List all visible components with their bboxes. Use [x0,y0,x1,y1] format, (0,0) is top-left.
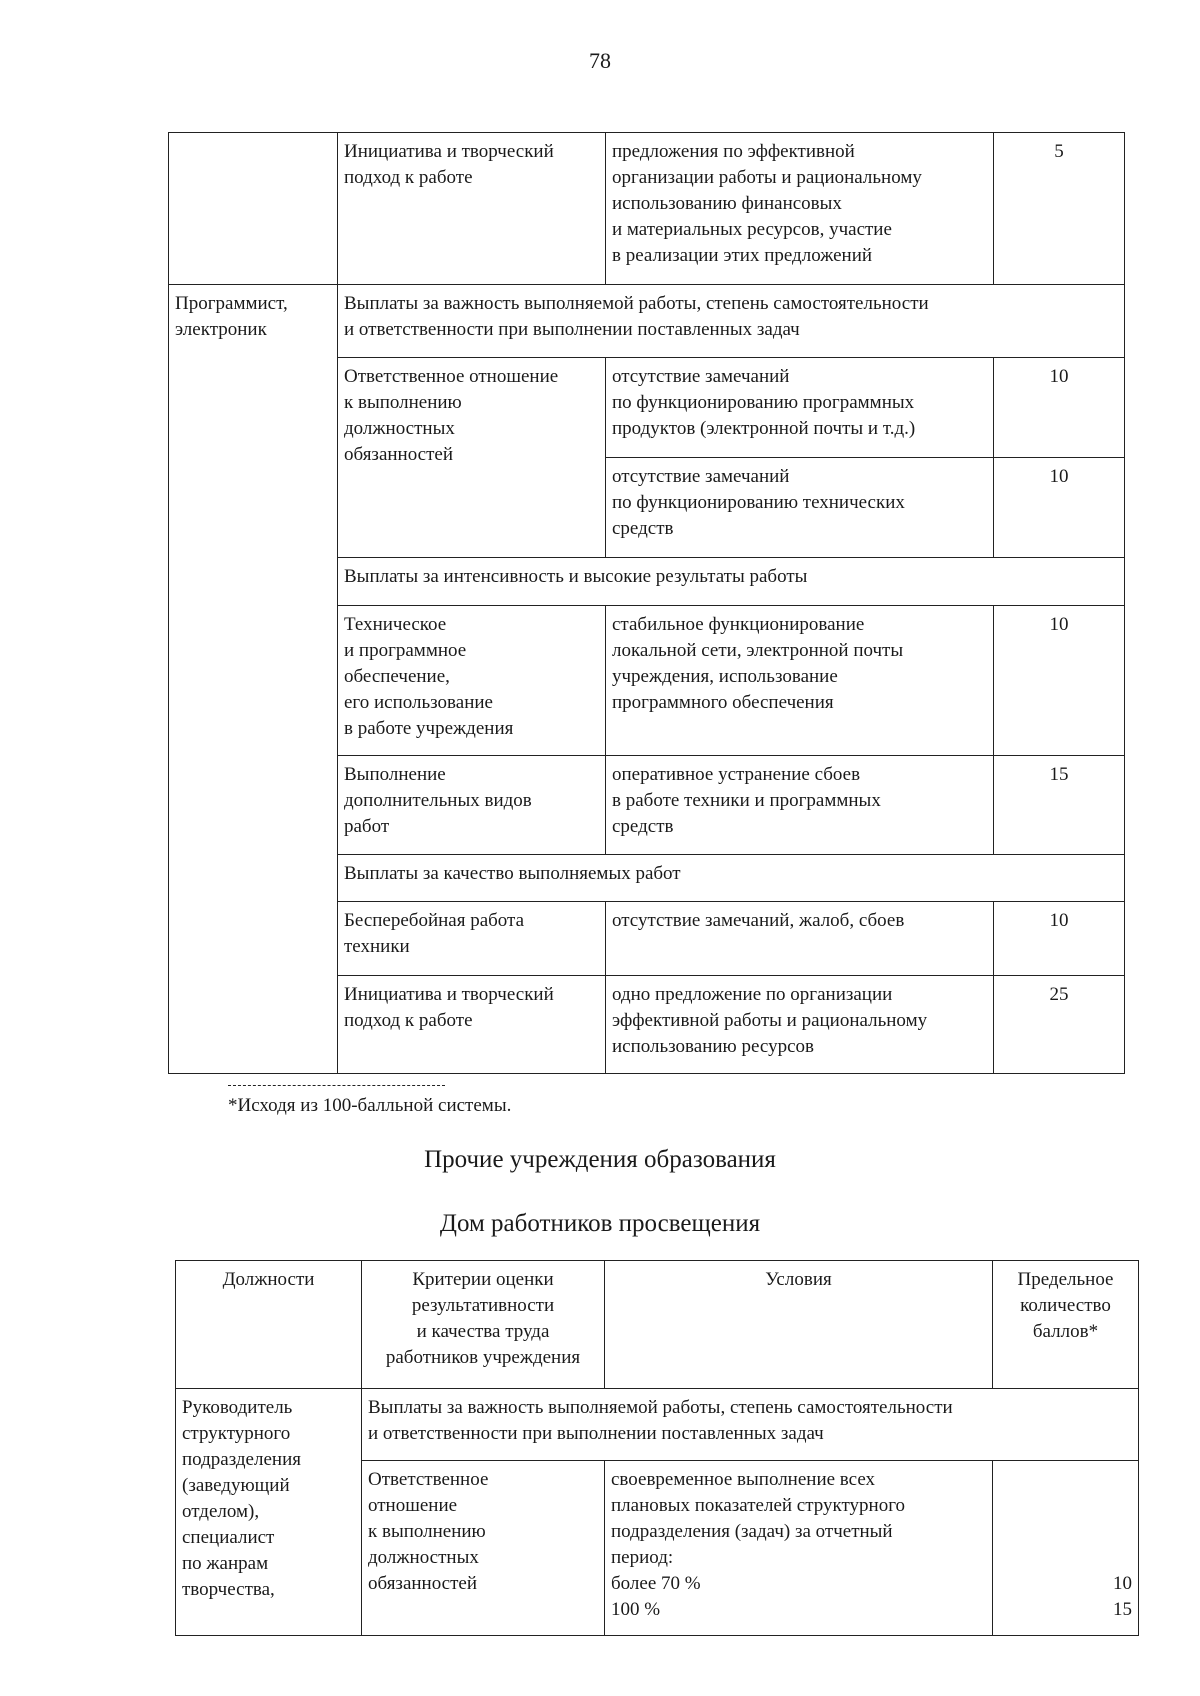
condition-option: 100 % [611,1599,661,1620]
condition-cell: предложения по эффективной организации работы и рациональному использованию финансовых и материальных ресурсов, участие в реализации этих предложений [606,133,994,285]
criterion-cell: Ответственное отношение к выполнению должностных обязанностей [362,1461,605,1636]
condition-cell: одно предложение по организации эффективной работы и рациональному использованию ресурсов [606,976,994,1074]
footnote-divider [228,1085,445,1086]
header-max-points: Предельное количество баллов* [993,1261,1139,1389]
section-heading: Выплаты за качество выполняемых работ [338,855,1125,902]
points-cell: 5 [994,133,1125,285]
points-cell [993,1461,1139,1636]
points-cell: 10 [994,458,1125,558]
section-title: Прочие учреждения образования [424,1146,776,1173]
table-row [169,133,1125,285]
condition-cell: стабильное функционирование локальной сети, электронной почты учреждения, использование программного обеспечения [606,606,994,756]
criterion-cell: Инициатива и творческий подход к работе [338,976,606,1074]
condition-cell: отсутствие замечаний по функционированию технических средств [606,458,994,558]
criteria-table-teachers-house [175,1260,1139,1636]
points-cell: 10 [994,358,1125,458]
condition-cell: оперативное устранение сбоев в работе техники и программных средств [606,756,994,855]
points-cell: 15 [994,756,1125,855]
table-header-row [176,1261,1139,1389]
points-value: 10 [1113,1573,1132,1594]
footnote: *Исходя из 100-балльной системы. [228,1095,512,1116]
position-cell-continued [169,133,338,285]
section-subtitle: Дом работников просвещения [439,1210,761,1237]
table-row [169,285,1125,358]
criterion-cell: Ответственное отношение к выполнению должностных обязанностей [338,358,606,558]
header-position: Должности [176,1261,362,1389]
criterion-cell: Техническое и программное обеспечение, его использование в работе учреждения [338,606,606,756]
header-criteria: Критерии оценки результативности и качества труда работников учреждения [362,1261,605,1389]
condition-option: более 70 % [611,1573,701,1594]
points-cell: 10 [994,902,1125,976]
criteria-table-programmer [168,132,1125,1074]
points-value: 15 [1113,1599,1132,1620]
position-cell: Программист, электроник [169,285,338,1074]
points-cell: 25 [994,976,1125,1074]
condition-cell [605,1461,993,1636]
criterion-cell: Бесперебойная работа техники [338,902,606,976]
section-heading: Выплаты за важность выполняемой работы, степень самостоятельности и ответственности при выполнении поставленных задач [362,1389,1139,1461]
section-heading: Выплаты за интенсивность и высокие результаты работы [338,558,1125,606]
criterion-cell: Инициатива и творческий подход к работе [338,133,606,285]
page-number: 78 [589,48,611,73]
section-heading: Выплаты за важность выполняемой работы, степень самостоятельности и ответственности при выполнении поставленных задач [338,285,1125,358]
header-conditions: Условия [605,1261,993,1389]
condition-cell: отсутствие замечаний по функционированию программных продуктов (электронной почты и т.д.) [606,358,994,458]
position-cell: Руководитель структурного подразделения (заведующий отделом), специалист по жанрам творчества, [176,1389,362,1636]
condition-cell: отсутствие замечаний, жалоб, сбоев [606,902,994,976]
criterion-cell: Выполнение дополнительных видов работ [338,756,606,855]
points-cell: 10 [994,606,1125,756]
condition-intro: своевременное выполнение всех плановых показателей структурного подразделения (задач) за отчетный период: [611,1469,906,1568]
table-row [176,1389,1139,1461]
